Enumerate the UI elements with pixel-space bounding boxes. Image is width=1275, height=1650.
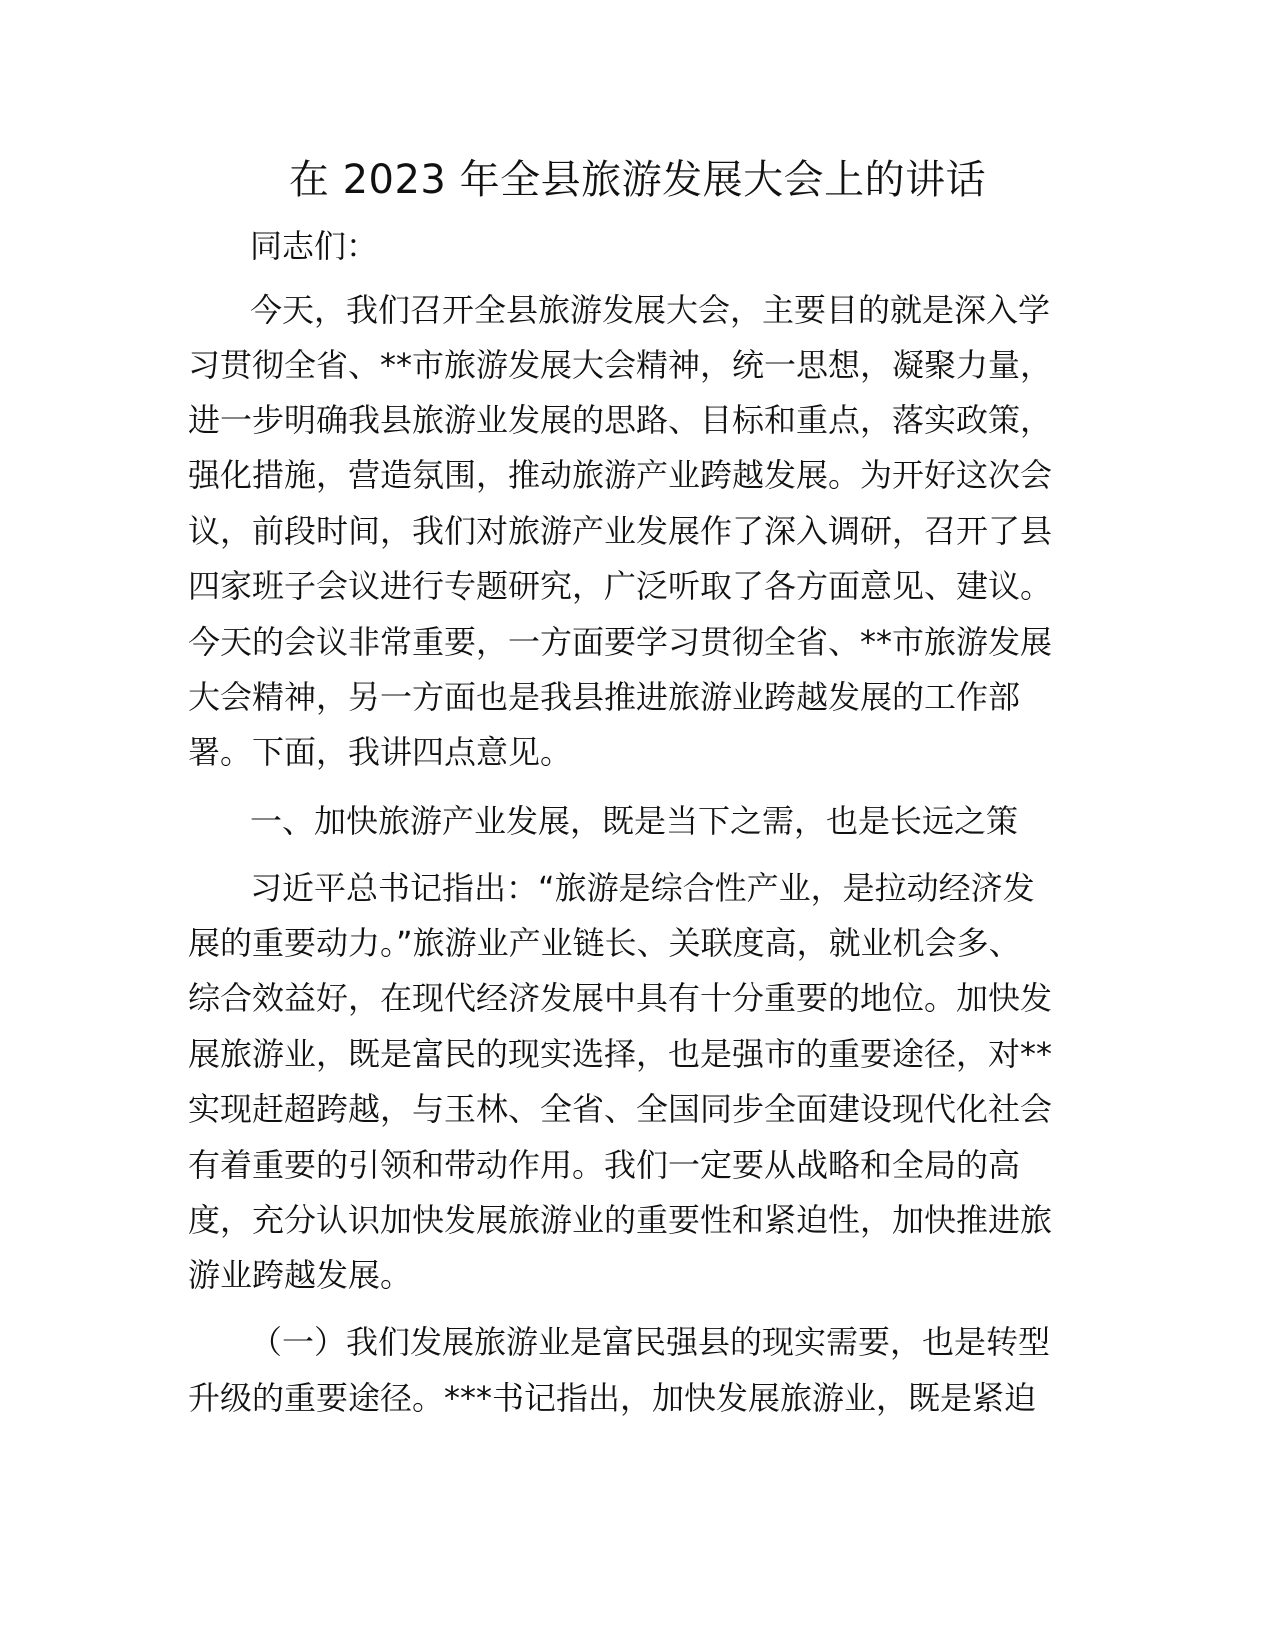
paragraph-line: 有着重要的引领和带动作用。我们一定要从战略和全局的高 <box>188 1146 1021 1184</box>
paragraph-line: 综合效益好，在现代经济发展中具有十分重要的地位。加快发 <box>188 979 1053 1017</box>
paragraph-line: 升级的重要途径。***书记指出，加快发展旅游业，既是紧迫 <box>188 1379 1037 1417</box>
paragraph-line: 进一步明确我县旅游业发展的思路、目标和重点，落实政策， <box>188 401 1053 439</box>
paragraph-line: 强化措施，营造氛围，推动旅游产业跨越发展。为开好这次会 <box>188 456 1053 494</box>
document-title: 在 2023 年全县旅游发展大会上的讲话 <box>288 157 987 203</box>
paragraph-line: 度，充分认识加快发展旅游业的重要性和紧迫性，加快推进旅 <box>188 1201 1053 1239</box>
paragraph-line: 习近平总书记指出：“旅游是综合性产业，是拉动经济发 <box>250 869 1035 907</box>
paragraph-line: 习贯彻全省、**市旅游发展大会精神，统一思想，凝聚力量， <box>188 346 1053 384</box>
paragraph-line: 展旅游业，既是富民的现实选择，也是强市的重要途径，对** <box>188 1035 1053 1073</box>
paragraph-line: 游业跨越发展。 <box>188 1256 413 1294</box>
paragraph-line: 今天，我们召开全县旅游发展大会，主要目的就是深入学 <box>250 291 1051 329</box>
paragraph-line: （一）我们发展旅游业是富民强县的现实需要，也是转型 <box>250 1323 1051 1361</box>
paragraph-line: 今天的会议非常重要，一方面要学习贯彻全省、**市旅游发展 <box>188 623 1053 661</box>
paragraph-line: 实现赶超跨越，与玉林、全省、全国同步全面建设现代化社会 <box>188 1090 1053 1128</box>
section-heading-line: 一、加快旅游产业发展，既是当下之需，也是长远之策 <box>250 802 1019 840</box>
paragraph-line: 议，前段时间，我们对旅游产业发展作了深入调研，召开了县 <box>188 512 1053 550</box>
paragraph-line: 展的重要动力。”旅游业产业链长、关联度高，就业机会多、 <box>188 924 1021 962</box>
paragraph-line: 署。下面，我讲四点意见。 <box>188 733 573 771</box>
paragraph-line: 大会精神，另一方面也是我县推进旅游业跨越发展的工作部 <box>188 678 1021 716</box>
paragraph-line: 四家班子会议进行专题研究，广泛听取了各方面意见、建议。 <box>188 567 1053 605</box>
salutation: 同志们： <box>250 227 379 265</box>
